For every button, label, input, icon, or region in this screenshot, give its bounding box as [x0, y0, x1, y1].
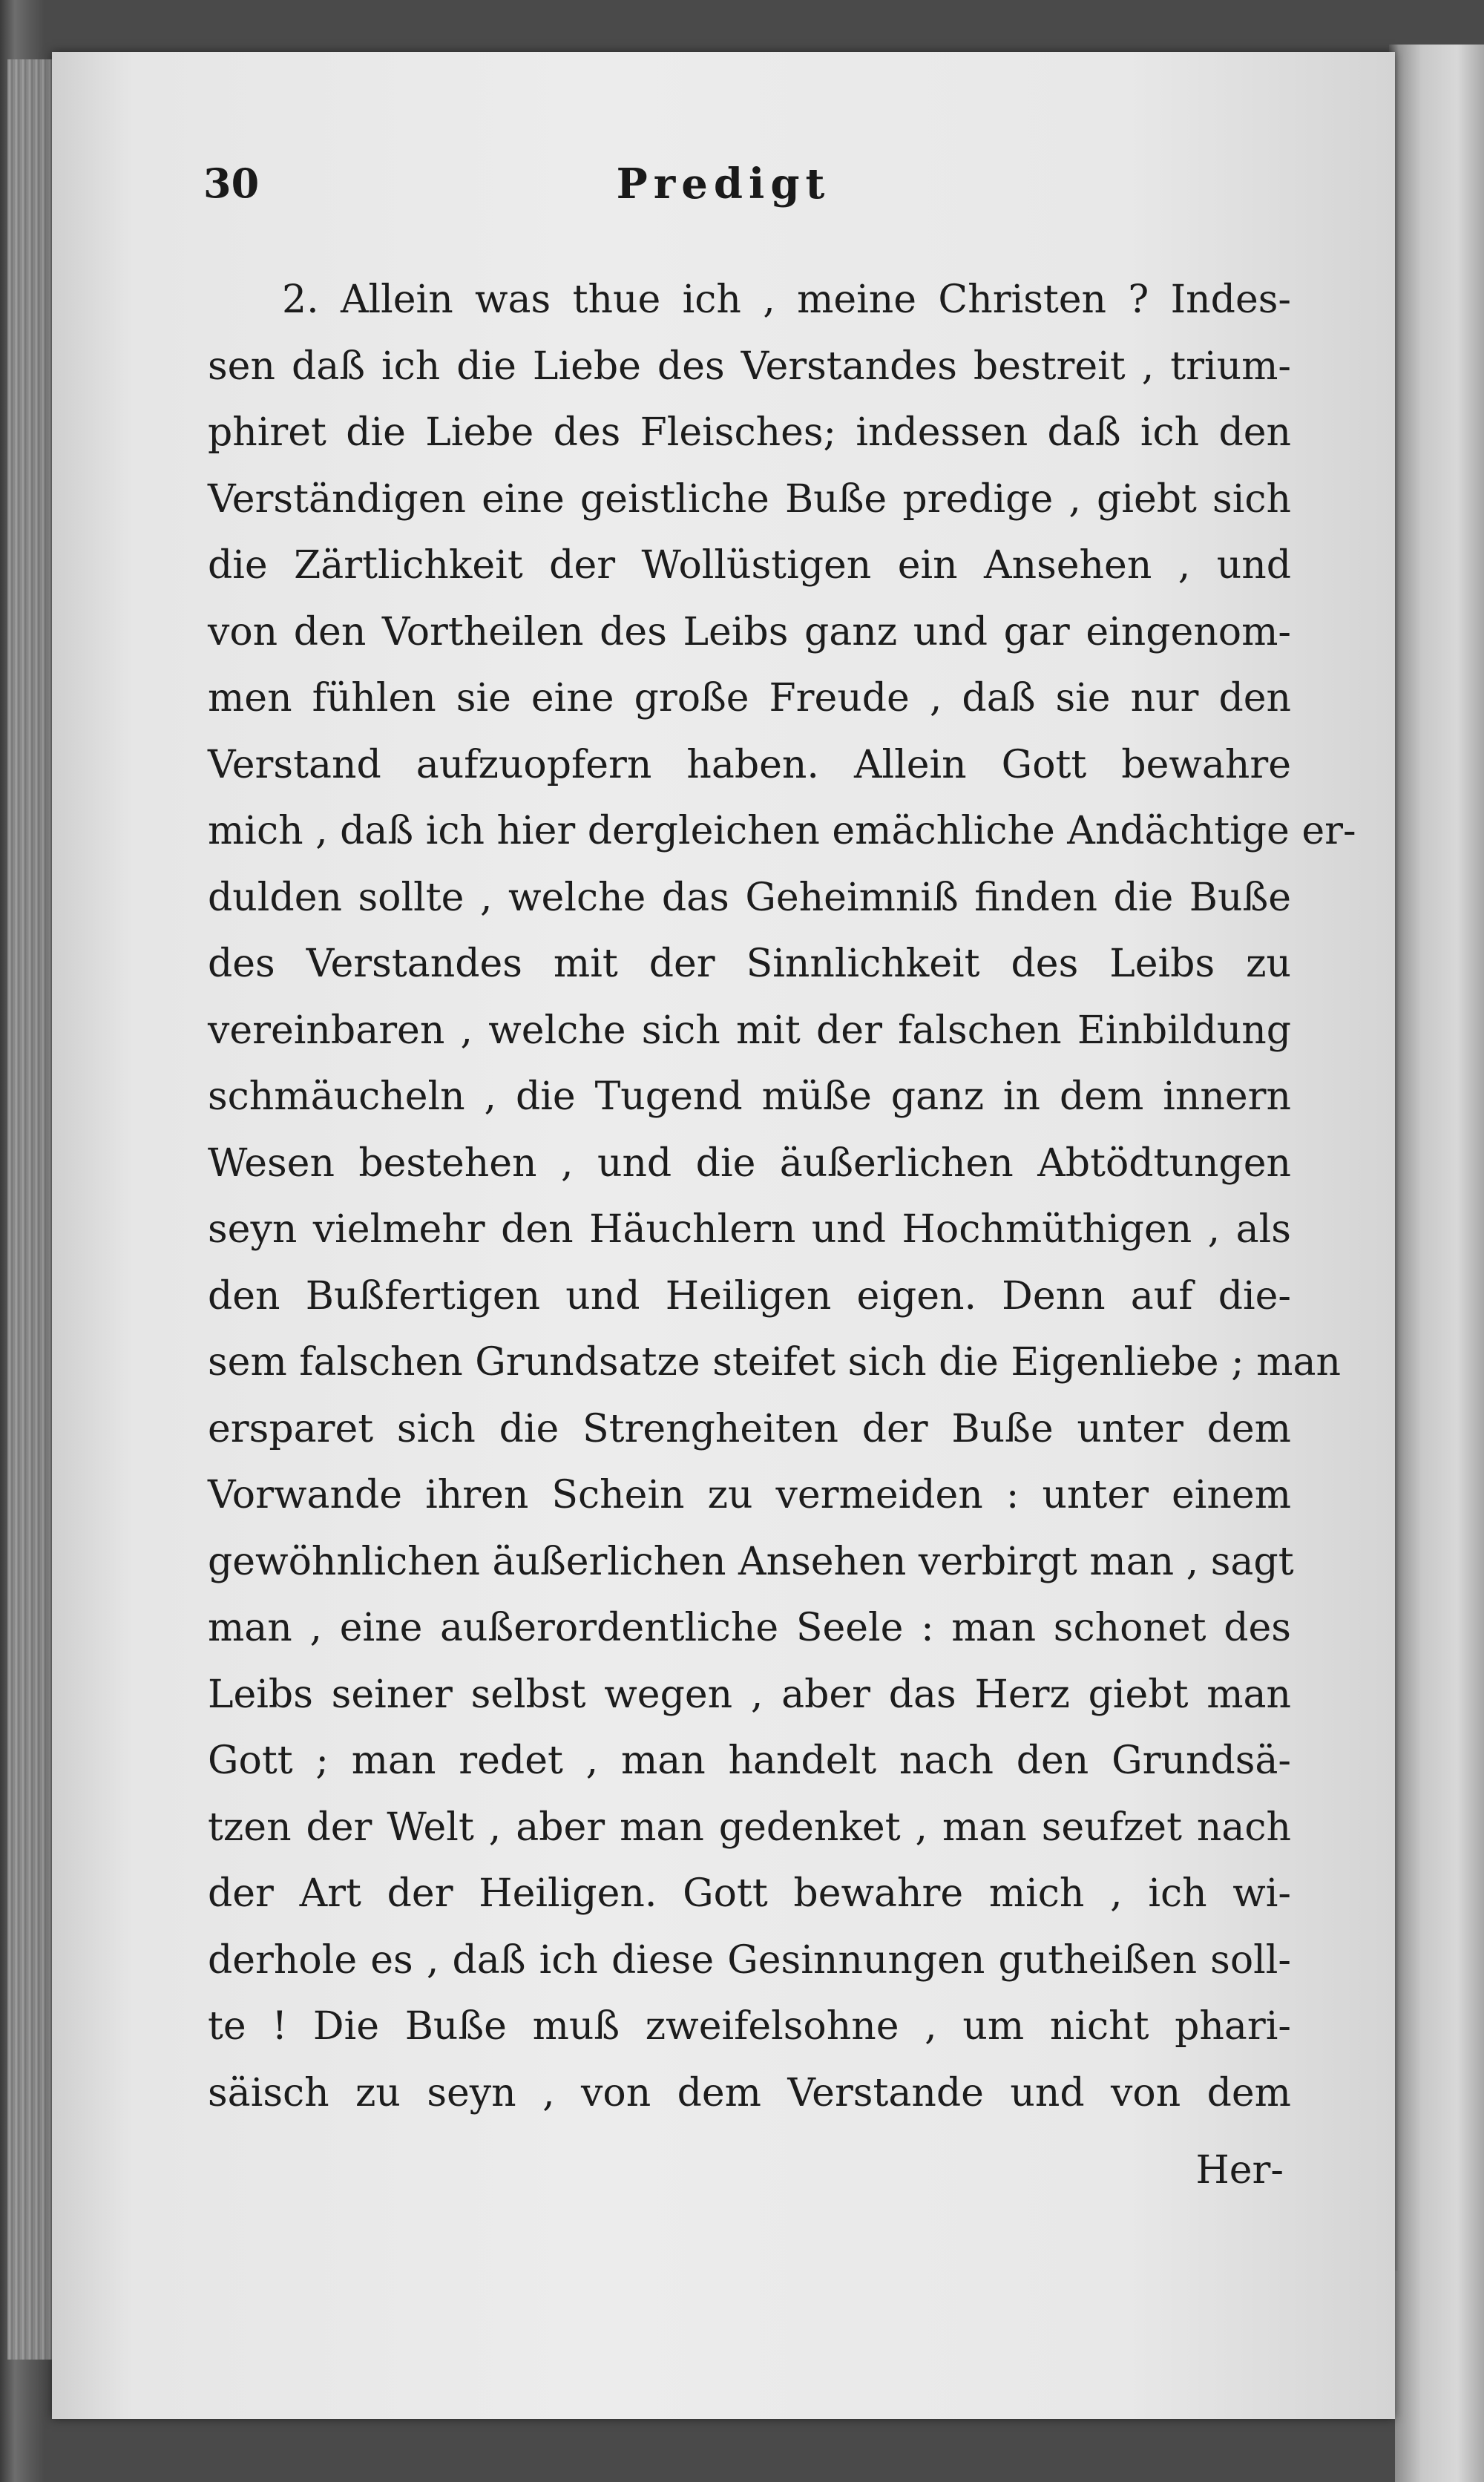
text-line: seyn vielmehr den Häuchlern und Hochmüthigen , als	[208, 1207, 1291, 1252]
text-line: tzen der Welt , aber man gedenket , man seufzet nach	[208, 1805, 1291, 1850]
text-line: sen daß ich die Liebe des Verstandes bestreit , trium-	[208, 344, 1291, 389]
catchword: Her-	[1195, 2148, 1284, 2193]
text-line: ersparet sich die Strengheiten der Buße unter dem	[208, 1406, 1291, 1451]
text-line: dulden sollte , welche das Geheimniß finden die Buße	[208, 875, 1291, 920]
page-header	[156, 160, 1291, 211]
text-line: von den Vortheilen des Leibs ganz und gar eingenom-	[208, 609, 1291, 654]
text-line: Gott ; man redet , man handelt nach den Grundsä-	[208, 1739, 1291, 1783]
text-line: mich , daß ich hier dergleichen emächliche Andächtige er-	[208, 809, 1356, 853]
facing-page-edge	[1395, 45, 1484, 2482]
text-line: Leibs seiner selbst wegen , aber das Herz giebt man	[208, 1672, 1291, 1717]
text-line: Verständigen eine geistliche Buße predige , giebt sich	[208, 476, 1291, 522]
text-line: säisch zu seyn , von dem Verstande und von dem	[208, 2070, 1291, 2115]
text-line: 2. Allein was thue ich , meine Christen ? Indes-	[282, 278, 1291, 322]
text-line: gewöhnlichen äußerlichen Ansehen verbirgt man , sagt	[208, 1539, 1294, 1584]
text-line: derhole es , daß ich diese Gesinnungen gutheißen soll-	[208, 1937, 1291, 1983]
text-line: des Verstandes mit der Sinnlichkeit des Leibs zu	[208, 942, 1291, 986]
text-line: man , eine außerordentliche Seele : man schonet des	[208, 1606, 1291, 1650]
text-line: schmäucheln , die Tugend müße ganz in dem innern	[208, 1074, 1291, 1119]
text-line: den Bußfertigen und Heiligen eigen. Denn auf die-	[208, 1273, 1291, 1319]
page-number: 30	[203, 160, 260, 207]
text-line: men fühlen sie eine große Freude , daß sie nur den	[208, 676, 1291, 720]
text-line: Wesen bestehen , und die äußerlichen Abtödtungen	[208, 1140, 1291, 1186]
text-line: te ! Die Buße muß zweifelsohne , um nicht phari-	[208, 2004, 1291, 2049]
text-line: vereinbaren , welche sich mit der falschen Einbildung	[208, 1008, 1291, 1053]
text-line: phiret die Liebe des Fleisches; indessen daß ich den	[208, 410, 1291, 455]
text-line: Verstand aufzuopfern haben. Allein Gott bewahre	[208, 742, 1291, 787]
body-text	[208, 267, 1356, 2127]
running-title: Predigt	[616, 160, 831, 209]
text-line: der Art der Heiligen. Gott bewahre mich , ich wi-	[208, 1871, 1291, 1916]
text-line: Vorwande ihren Schein zu vermeiden : unter einem	[208, 1473, 1291, 1517]
text-line: die Zärtlichkeit der Wollüstigen ein Ansehen , und	[208, 543, 1291, 588]
text-line: sem falschen Grundsatze steifet sich die Eigenliebe ; man	[208, 1340, 1341, 1385]
